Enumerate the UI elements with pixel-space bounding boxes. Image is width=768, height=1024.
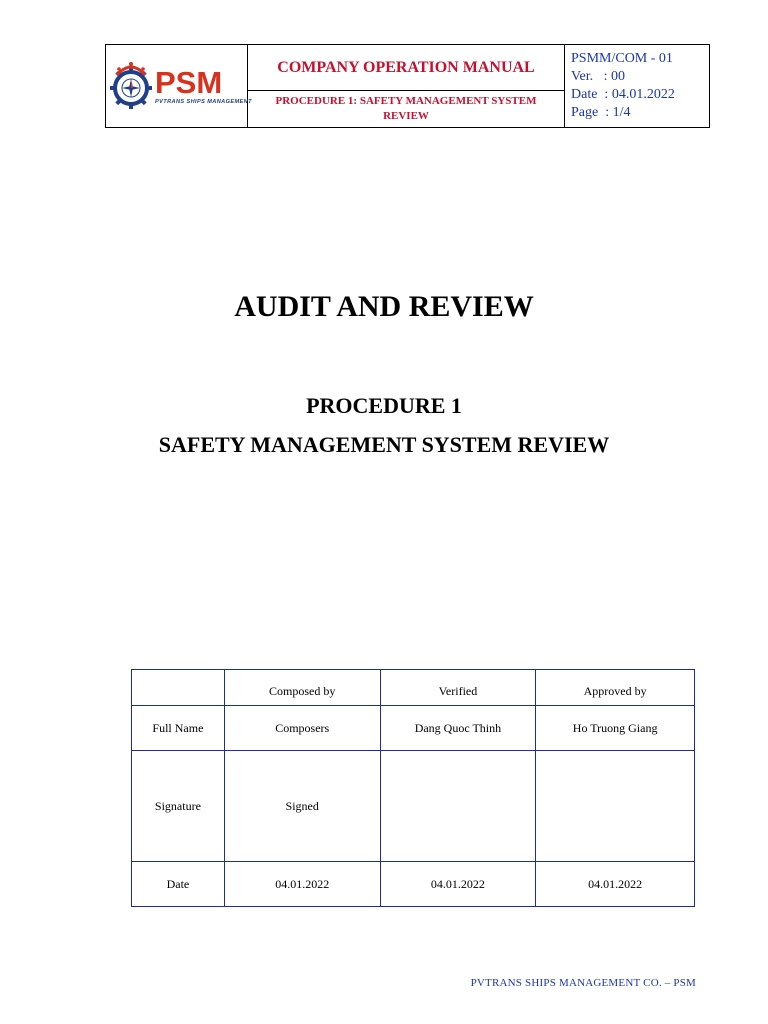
table-cell: Composers [224,706,380,751]
logo-wordmark: PSM [155,64,223,100]
manual-title: COMPANY OPERATION MANUAL [248,45,564,91]
procedure-line-1: PROCEDURE 1: SAFETY MANAGEMENT SYSTEM [275,95,537,107]
company-logo [109,61,252,111]
title-cell [248,45,565,127]
doc-date: Date : 04.01.2022 [571,87,675,102]
approval-table [131,669,695,907]
table-header-cell: Approved by [536,670,695,706]
table-header-cell: Composed by [224,670,380,706]
table-cell: Ho Truong Giang [536,706,695,751]
table-cell [380,751,536,862]
table-row [132,706,695,751]
table-row [132,751,695,862]
table-cell: Full Name [132,706,225,751]
table-cell: Dang Quoc Thinh [380,706,536,751]
ship-wheel-gear-icon [109,61,153,111]
table-cell [536,751,695,862]
table-cell: 04.01.2022 [536,862,695,907]
logo-subtext: PVTRANS SHIPS MANAGEMENT [155,98,252,105]
procedure-line-2: REVIEW [383,110,429,122]
page-footer: PVTRANS SHIPS MANAGEMENT CO. – PSM [470,977,696,989]
table-header-cell [132,670,225,706]
document-meta [565,45,709,127]
table-cell: Date [132,862,225,907]
doc-page: Page : 1/4 [571,105,631,120]
table-cell: Signature [132,751,225,862]
table-cell: 04.01.2022 [380,862,536,907]
document-header [105,44,710,128]
table-cell: Signed [224,751,380,862]
table-header-row [132,670,695,706]
procedure-title [248,91,564,127]
procedure-name-heading: SAFETY MANAGEMENT SYSTEM REVIEW [158,432,610,457]
table-row [132,862,695,907]
table-cell: 04.01.2022 [224,862,380,907]
doc-version: Ver. : 00 [571,69,626,84]
page-title: AUDIT AND REVIEW [234,290,534,323]
procedure-heading: PROCEDURE 1 [306,393,462,418]
logo-cell [106,45,252,127]
table-header-cell: Verified [380,670,536,706]
doc-code: PSMM/COM - 01 [571,51,673,66]
